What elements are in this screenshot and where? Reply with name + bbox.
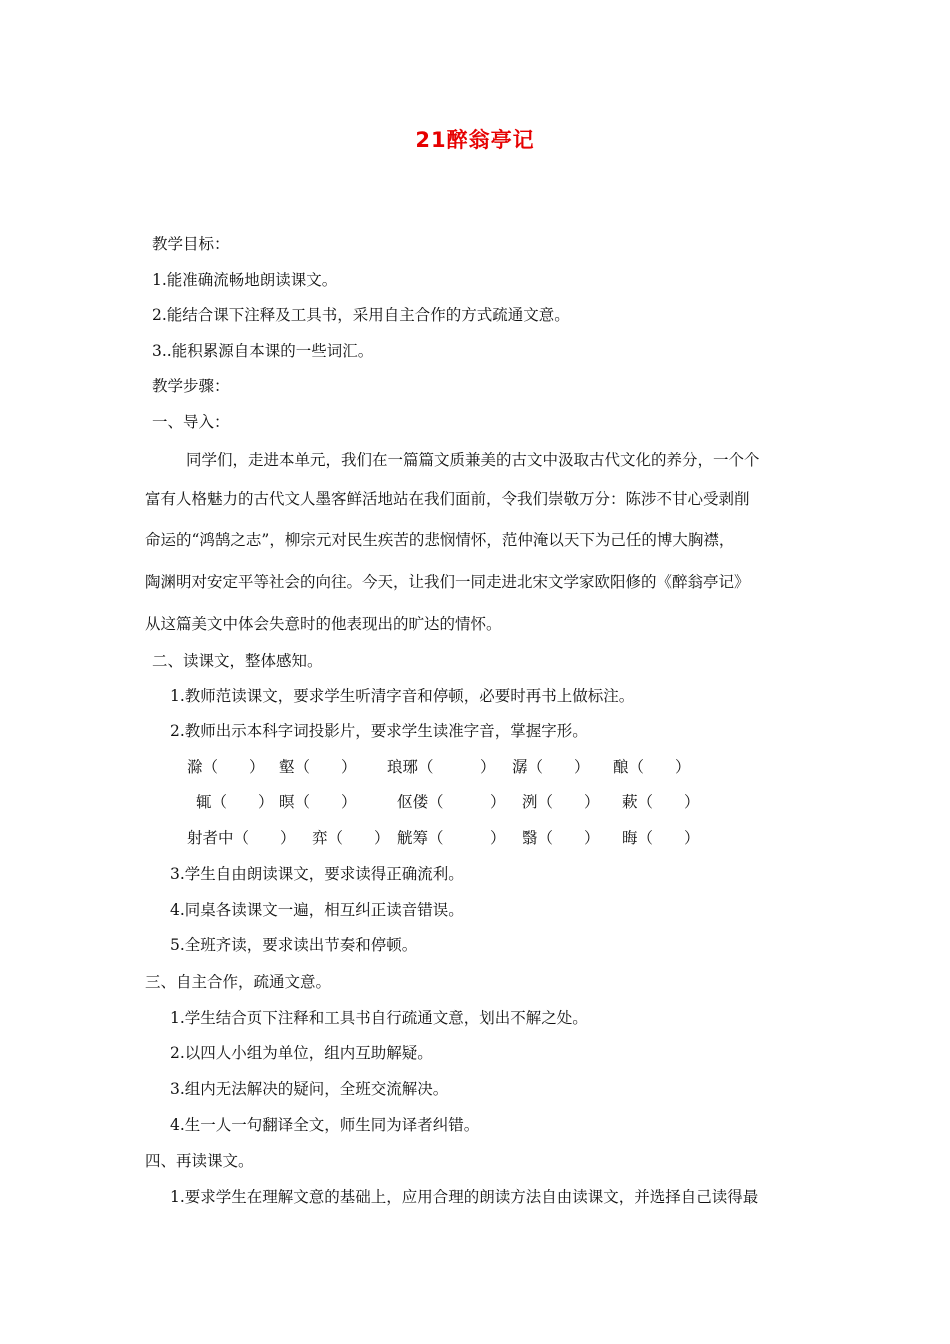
section-heading: 三、自主合作，疏通文意。 <box>145 973 332 991</box>
goal-item: 2.能结合课下注释及工具书，采用自主合作的方式疏通文意。 <box>152 306 570 324</box>
character-entry: 觥筹（ ） <box>397 829 506 847</box>
step-item: 4.生一人一句翻译全文，师生同为译者纠错。 <box>170 1116 480 1134</box>
character-entry: 弈（ ） <box>312 829 390 847</box>
character-entry: 滁（ ） <box>187 758 265 776</box>
character-entry: 洌（ ） <box>522 793 600 811</box>
intro-paragraph-line: 陶渊明对安定平等社会的向往。今天，让我们一同走进北宋文学家欧阳修的《醉翁亭记》 <box>145 573 750 591</box>
character-entry: 辄（ ） <box>196 793 274 811</box>
document-title: 21醉翁亭记 <box>415 128 535 152</box>
step-item: 2.以四人小组为单位，组内互助解疑。 <box>170 1044 433 1062</box>
character-entry: 暝（ ） <box>279 793 357 811</box>
intro-paragraph-line: 同学们，走进本单元，我们在一篇篇文质兼美的古文中汲取古代文化的养分，一个个 <box>186 451 760 469</box>
character-entry: 琅琊（ ） <box>387 758 496 776</box>
character-entry: 壑（ ） <box>279 758 357 776</box>
character-entry: 蔌（ ） <box>622 793 700 811</box>
step-item: 2.教师出示本科字词投影片，要求学生读准字音，掌握字形。 <box>170 722 588 740</box>
character-entry: 翳（ ） <box>522 829 600 847</box>
step-item: 4.同桌各读课文一遍，相互纠正读音错误。 <box>170 901 464 919</box>
section-heading: 一、导入： <box>152 413 230 431</box>
step-item: 5.全班齐读，要求读出节奏和停顿。 <box>170 936 418 954</box>
intro-paragraph-line: 从这篇美文中体会失意时的他表现出的旷达的情怀。 <box>145 615 502 633</box>
goals-heading: 教学目标： <box>152 235 230 253</box>
step-item: 1.学生结合页下注释和工具书自行疏通文意，划出不解之处。 <box>170 1009 588 1027</box>
intro-paragraph-line: 命运的“鸿鹄之志”，柳宗元对民生疾苦的悲悯情怀，范仲淹以天下为己任的博大胸襟， <box>145 531 735 549</box>
goal-item: 3..能积累源自本课的一些词汇。 <box>152 342 374 360</box>
section-heading: 四、再读课文。 <box>145 1152 254 1170</box>
character-row <box>0 757 950 777</box>
character-entry: 晦（ ） <box>622 829 700 847</box>
character-entry: 射者中（ ） <box>187 829 296 847</box>
section-heading: 二、读课文，整体感知。 <box>152 652 323 670</box>
character-entry: 酿（ ） <box>613 758 691 776</box>
character-entry: 潺（ ） <box>512 758 590 776</box>
character-row <box>0 792 950 812</box>
character-entry: 伛偻（ ） <box>397 793 506 811</box>
step-item: 1.教师范读课文，要求学生听清字音和停顿，必要时再书上做标注。 <box>170 687 635 705</box>
step-item: 1.要求学生在理解文意的基础上，应用合理的朗读方法自由读课文，并选择自己读得最 <box>170 1188 759 1206</box>
character-row <box>0 828 950 848</box>
steps-heading: 教学步骤： <box>152 377 230 395</box>
intro-paragraph-line: 富有人格魅力的古代文人墨客鲜活地站在我们面前，令我们崇敬万分：陈涉不甘心受剥削 <box>145 490 750 508</box>
step-item: 3.组内无法解决的疑问，全班交流解决。 <box>170 1080 449 1098</box>
goal-item: 1.能准确流畅地朗读课文。 <box>152 271 338 289</box>
step-item: 3.学生自由朗读课文，要求读得正确流利。 <box>170 865 464 883</box>
